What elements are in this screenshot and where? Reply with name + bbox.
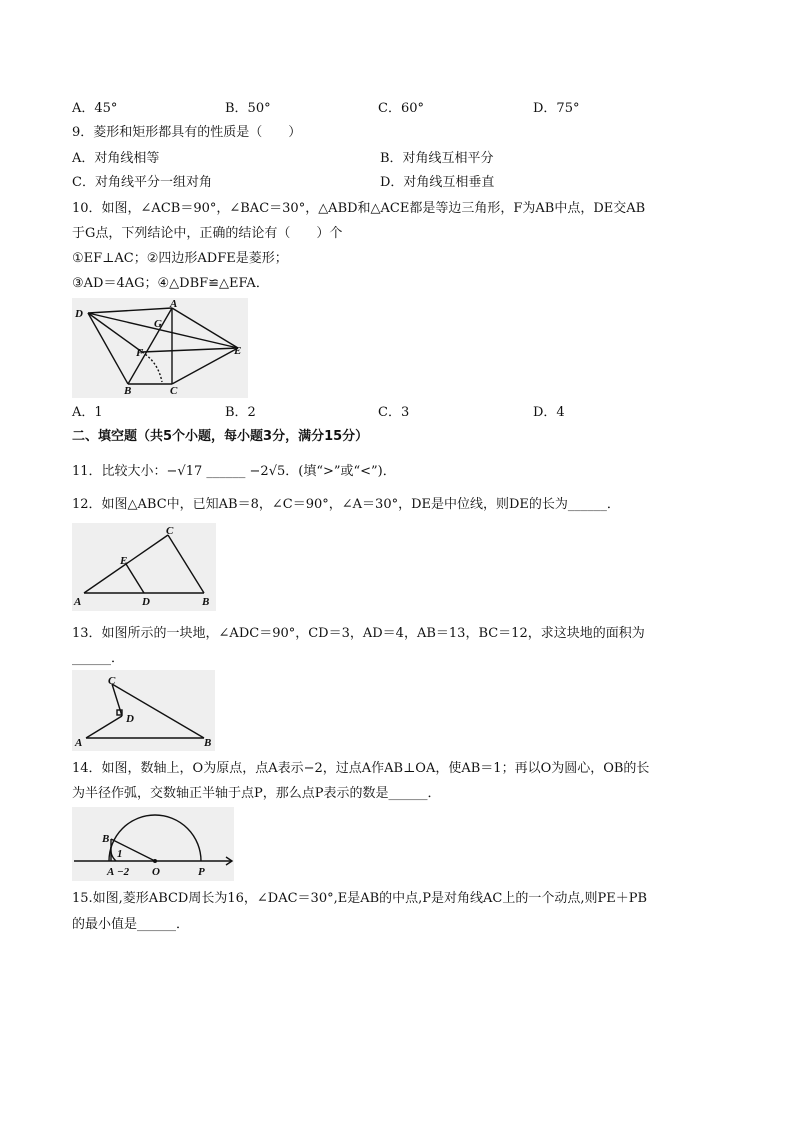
q10-label-f: F: [136, 347, 144, 359]
q13-stem-line2: ______．: [72, 651, 125, 666]
q12-label-c: C: [166, 525, 174, 537]
q10-label-e: E: [234, 345, 242, 357]
q10-label-b: B: [124, 385, 132, 397]
q15-stem-line2: 的最小值是______．: [72, 917, 190, 932]
q13-label-d: D: [126, 713, 134, 725]
q14-label-o: O: [152, 866, 160, 878]
q10-option-a: A．1: [72, 405, 103, 420]
q13-label-c: C: [108, 675, 116, 687]
q10-option-d: D．4: [533, 405, 565, 420]
q8-option-d: D．75°: [533, 101, 580, 116]
q12-stem: 12．如图△ABC中，已知AB＝8，∠C＝90°，∠A＝30°，DE是中位线，则DE的长为______．: [72, 497, 620, 512]
q10-option-b: B．2: [225, 405, 256, 420]
q14-label-a: A: [107, 866, 115, 878]
q9-option-b: B．对角线互相平分: [380, 151, 494, 166]
q14-label-1: 1: [117, 848, 123, 860]
q10-stem-line3: ①EF⊥AC；②四边形ADFE是菱形；: [72, 251, 288, 266]
q10-label-g: G: [154, 318, 162, 330]
q9-stem: 9．菱形和矩形都具有的性质是（ ）: [72, 125, 302, 140]
q10-label-d: D: [75, 308, 83, 320]
q13-label-b: B: [204, 737, 212, 749]
q12-label-b: B: [202, 596, 210, 608]
q8-option-a: A．45°: [72, 101, 118, 116]
q15-stem-line1: 15.如图,菱形ABCD周长为16，∠DAC＝30°,E是AB的中点,P是对角线AC上的一个动点,则PE＋PB: [72, 891, 648, 906]
q10-stem-line1: 10．如图，∠ACB＝90°，∠BAC＝30°，△ABD和△ACE都是等边三角形，F为AB中点，DE交AB: [72, 201, 646, 216]
q13-figure: [72, 670, 215, 751]
q10-option-c: C．3: [378, 405, 410, 420]
q12-figure: [72, 523, 216, 611]
q9-option-d: D．对角线互相垂直: [380, 175, 495, 190]
q11-stem: 11．比较大小：−√17 ______ −2√5．(填“>”或“<”)．: [72, 464, 396, 479]
q12-label-a: A: [74, 596, 82, 608]
q10-stem-line4: ③AD＝4AG；④△DBF≌△EFA．: [72, 276, 269, 291]
q13-stem-line1: 13．如图所示的一块地，∠ADC＝90°，CD＝3，AD＝4，AB＝13，BC＝12，求这块地的面积为: [72, 626, 645, 641]
q14-label-p: P: [198, 866, 205, 878]
q12-label-e: E: [120, 555, 128, 567]
q14-label-neg2: −2: [117, 866, 130, 878]
q14-stem-line1: 14．如图，数轴上，O为原点，点A表示−2，过点A作AB⊥OA，使AB＝1；再以O为圆心，OB的长: [72, 761, 650, 776]
q14-stem-line2: 为半径作弧，交数轴正半轴于点P，那么点P表示的数是______．: [72, 786, 441, 801]
q8-option-c: C．60°: [378, 101, 424, 116]
q9-option-c: C．对角线平分一组对角: [72, 175, 212, 190]
q9-option-a: A．对角线相等: [72, 151, 160, 166]
q14-label-b: B: [102, 833, 110, 845]
q12-label-d: D: [142, 596, 150, 608]
section-heading: 二、填空题（共5个小题，每小题3分，满分15分）: [72, 429, 369, 444]
q10-label-a: A: [170, 298, 178, 310]
q10-figure: [72, 298, 248, 398]
q8-option-b: B．50°: [225, 101, 271, 116]
q10-label-c: C: [170, 385, 178, 397]
q13-label-a: A: [75, 737, 83, 749]
q10-stem-line2: 于G点，下列结论中，正确的结论有（ ）个: [72, 226, 343, 241]
q14-figure: [72, 807, 234, 881]
